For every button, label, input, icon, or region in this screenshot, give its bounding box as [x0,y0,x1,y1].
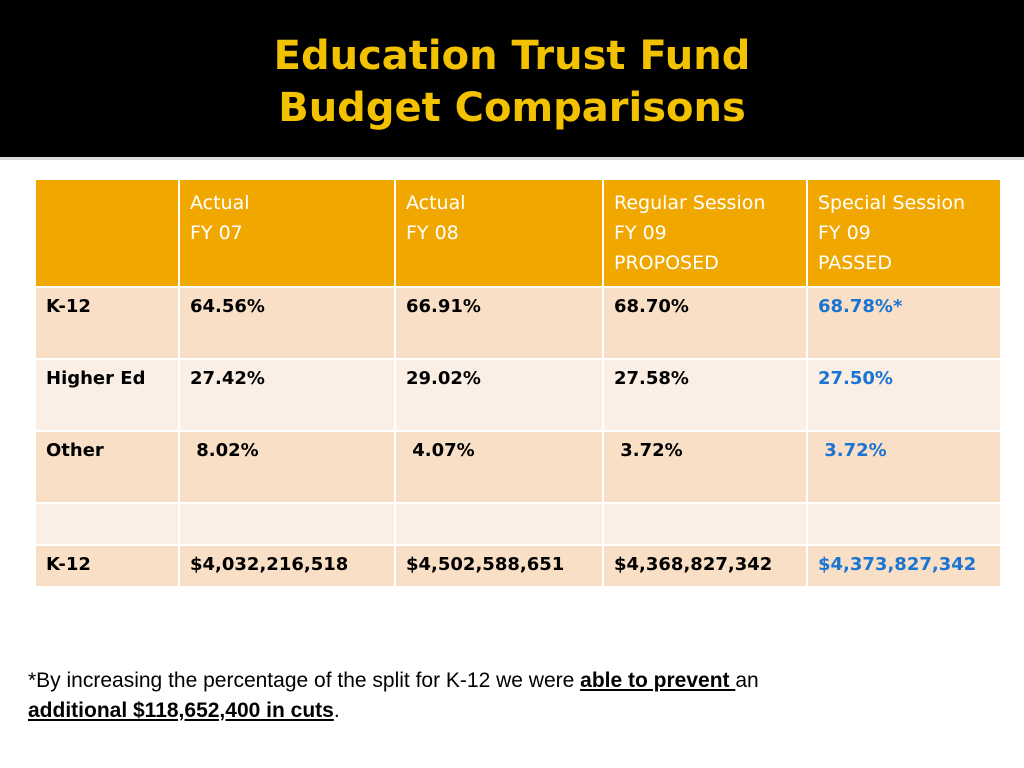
table-cell: 27.58% [603,359,807,431]
header-cell-special-session [807,179,1001,287]
table-cell: $4,368,827,342 [603,545,807,587]
table-cell [807,503,1001,545]
table-row-blank [35,503,1001,545]
table-cell: 3.72% [603,431,807,503]
table-cell-passed: 3.72% [807,431,1001,503]
header-line: Actual [406,192,466,214]
slide-title-line-1: Education Trust Fund [273,33,751,79]
table-cell: $4,502,588,651 [395,545,603,587]
table-cell [179,503,395,545]
table-row [35,431,1001,503]
table-cell-passed: $4,373,827,342 [807,545,1001,587]
table-cell: 27.42% [179,359,395,431]
table-cell [603,503,807,545]
table-cell: 8.02% [179,431,395,503]
table-cell-passed: 27.50% [807,359,1001,431]
footnote-text: . [333,699,340,722]
slide-title-line-2: Budget Comparisons [278,85,746,131]
header-line: FY 09 [818,222,871,244]
table-cell [395,503,603,545]
table-cell: 66.91% [395,287,603,359]
table-row [35,545,1001,587]
header-cell-actual-fy08 [395,179,603,287]
table-cell: 68.70% [603,287,807,359]
header-line: FY 07 [190,222,243,244]
title-banner [0,0,1024,160]
header-cell-actual-fy07 [179,179,395,287]
budget-comparison-table [34,178,1002,588]
table-row [35,359,1001,431]
header-line: Regular Session [614,192,766,214]
table-cell: 4.07% [395,431,603,503]
header-line: PROPOSED [614,252,719,274]
table-cell: 29.02% [395,359,603,431]
table-cell [35,503,179,545]
header-line: PASSED [818,252,892,274]
table-header-row [35,179,1001,287]
row-label: K-12 [35,287,179,359]
footnote-text: an [735,669,759,692]
header-line: Special Session [818,192,965,214]
footnote-emphasis-prevent: able to prevent [580,669,736,692]
header-line: FY 08 [406,222,459,244]
footnote-text: *By increasing the percentage of the split for K-12 we were [28,669,581,692]
header-line: FY 09 [614,222,667,244]
header-line: Actual [190,192,250,214]
header-cell-regular-session [603,179,807,287]
row-label: Other [35,431,179,503]
header-cell-blank [35,179,179,287]
row-label: Higher Ed [35,359,179,431]
table-cell: $4,032,216,518 [179,545,395,587]
footnote-emphasis-cuts: additional $118,652,400 in cuts [28,699,334,722]
row-label: K-12 [35,545,179,587]
table-cell-passed: 68.78%* [807,287,1001,359]
footnote [28,666,998,726]
table-row [35,287,1001,359]
table-cell: 64.56% [179,287,395,359]
